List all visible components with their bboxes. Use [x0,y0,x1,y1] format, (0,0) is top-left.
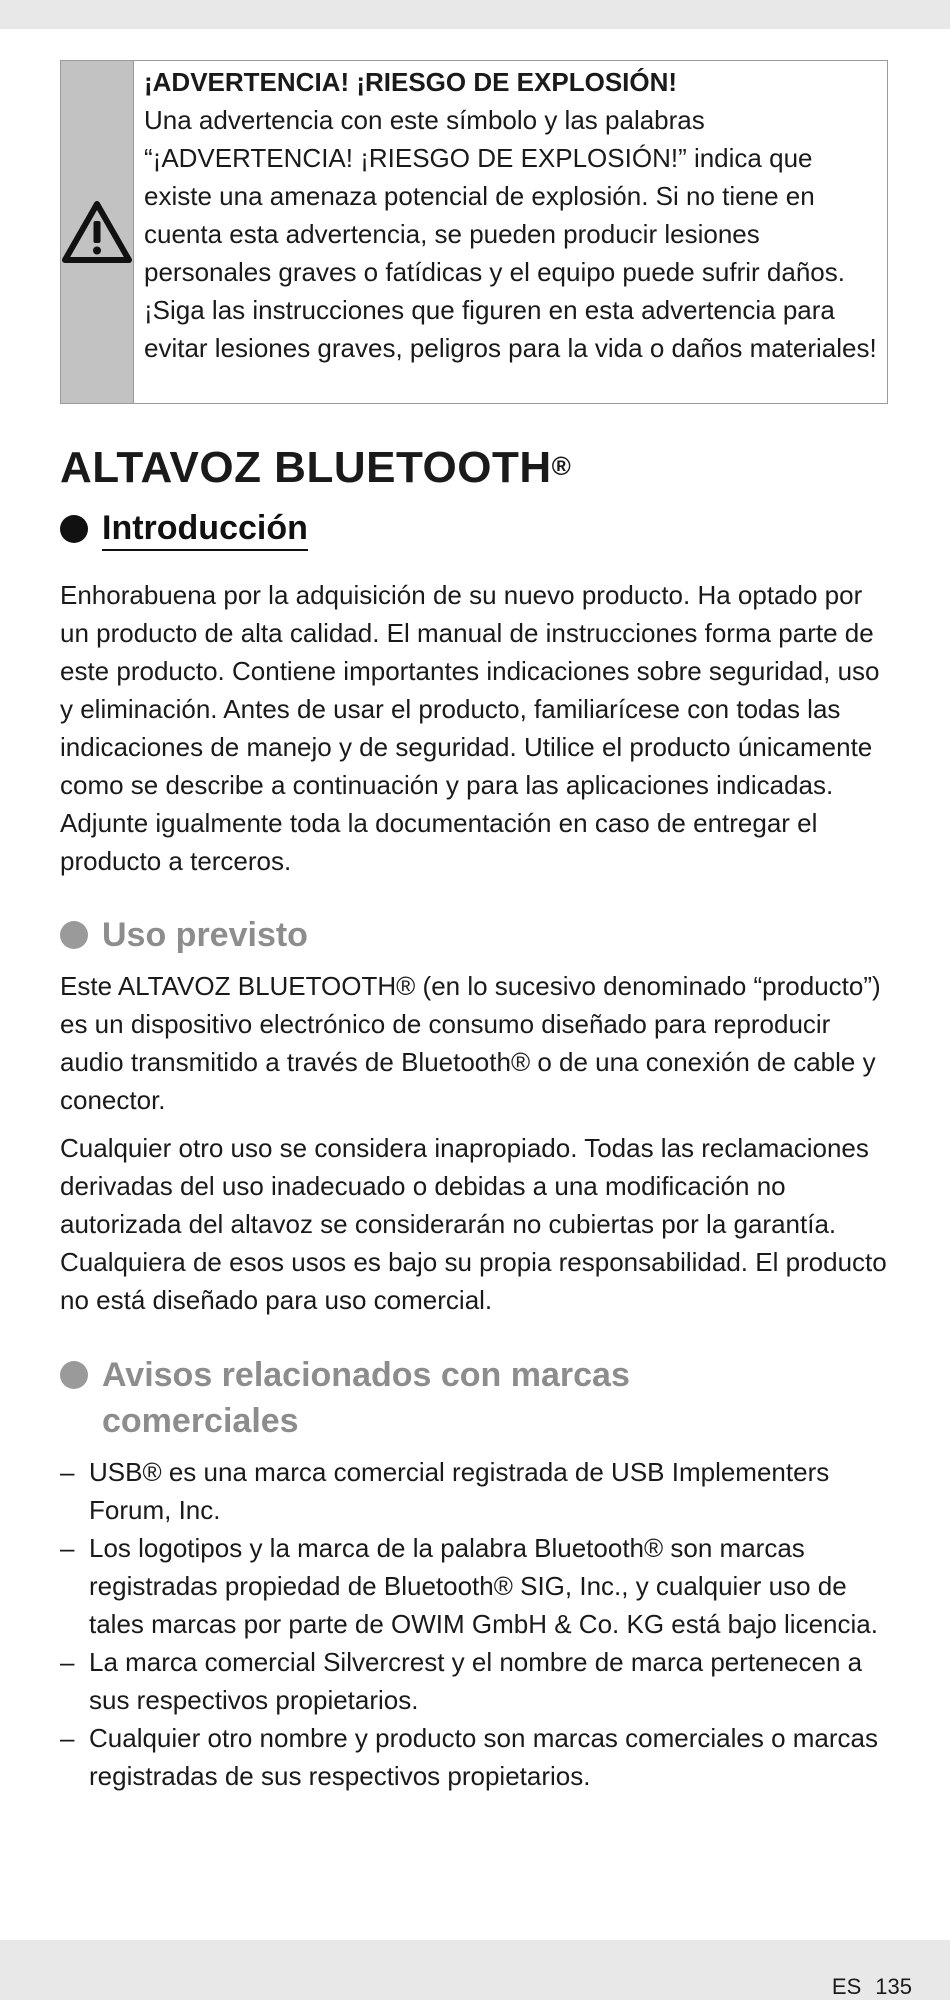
warning-triangle-icon [61,199,133,265]
list-item: – Los logotipos y la marca de la palabra Bluetooth® son marcas registradas propiedad de Bluetooth® SIG, Inc., y cualquier uso de tales marcas por parte de OWIM GmbH & Co. KG está bajo licencia. [60,1533,878,1639]
intended-use-paragraph-1: Este ALTAVOZ BLUETOOTH® (en lo sucesivo denominado “producto”) es un dispositivo electrónico de consumo diseñado para reproducir audio transmitido a través de Bluetooth® o de una conexión de cable y conector. [60,971,881,1115]
section-heading-label: Introducción [102,507,308,551]
page-number [832,1974,912,2000]
trademark-list [60,1453,890,1795]
registered-mark: ® [551,451,572,481]
warning-text [134,61,887,403]
warning-body: Una advertencia con este símbolo y las palabras “¡ADVERTENCIA! ¡RIESGO DE EXPLOSIÓN!” indica que existe una amenaza potencial de explosión. Si no tiene en cuenta esta advertencia, se pueden producir lesiones personales graves o fatídicas y el equipo puede sufrir daños. ¡Siga las instrucciones que figuren en esta advertencia para evitar lesiones graves, peligros para la vida o daños materiales! [144,105,877,363]
warning-title: ¡ADVERTENCIA! ¡RIESGO DE EXPLOSIÓN! [144,67,678,97]
warning-box [60,60,888,404]
section-heading-label: Uso previsto [102,916,308,954]
section-heading-trademarks [60,1352,630,1444]
section-heading-label: Avisos relacionados con marcas comerciales [102,1356,630,1440]
intended-use-paragraph-2: Cualquier otro uso se considera inapropiado. Todas las reclamaciones derivadas del uso inadecuado o debidas a una modificación no autorizada del altavoz se considerarán no cubiertas por la garantía. Cualquiera de esos usos es bajo su propia responsabilidad. El producto no está diseñado para uso comercial. [60,1133,887,1315]
bullet-icon [60,515,88,543]
section-heading-introduccion [60,507,308,551]
page-title: ALTAVOZ BLUETOOTH® [60,443,572,492]
list-item: – Cualquier otro nombre y producto son marcas comerciales o marcas registradas de sus respectivos propietarios. [60,1723,879,1791]
warning-icon-cell [61,61,134,403]
intro-paragraph: Enhorabuena por la adquisición de su nuevo producto. Ha optado por un producto de alta calidad. El manual de instrucciones forma parte de este producto. Contiene importantes indicaciones sobre seguridad, uso y eliminación. Antes de usar el producto, familiarícese con todas las indicaciones de manejo y de seguridad. Utilice el producto únicamente como se describe a continuación y para las aplicaciones indicadas. Adjunte igualmente toda la documentación en caso de entregar el producto a terceros. [60,580,880,876]
footer-band [0,1940,950,2000]
section-heading-uso-previsto [60,912,308,958]
page-number-value: 135 [875,1974,912,1999]
bullet-icon [60,921,88,949]
bullet-icon [60,1361,88,1389]
language-code: ES [831,1974,862,1999]
top-margin-band [0,0,950,29]
list-item: – USB® es una marca comercial registrada de USB Implementers Forum, Inc. [60,1457,830,1525]
list-item: – La marca comercial Silvercrest y el nombre de marca pertenecen a sus respectivos propietarios. [60,1647,863,1715]
